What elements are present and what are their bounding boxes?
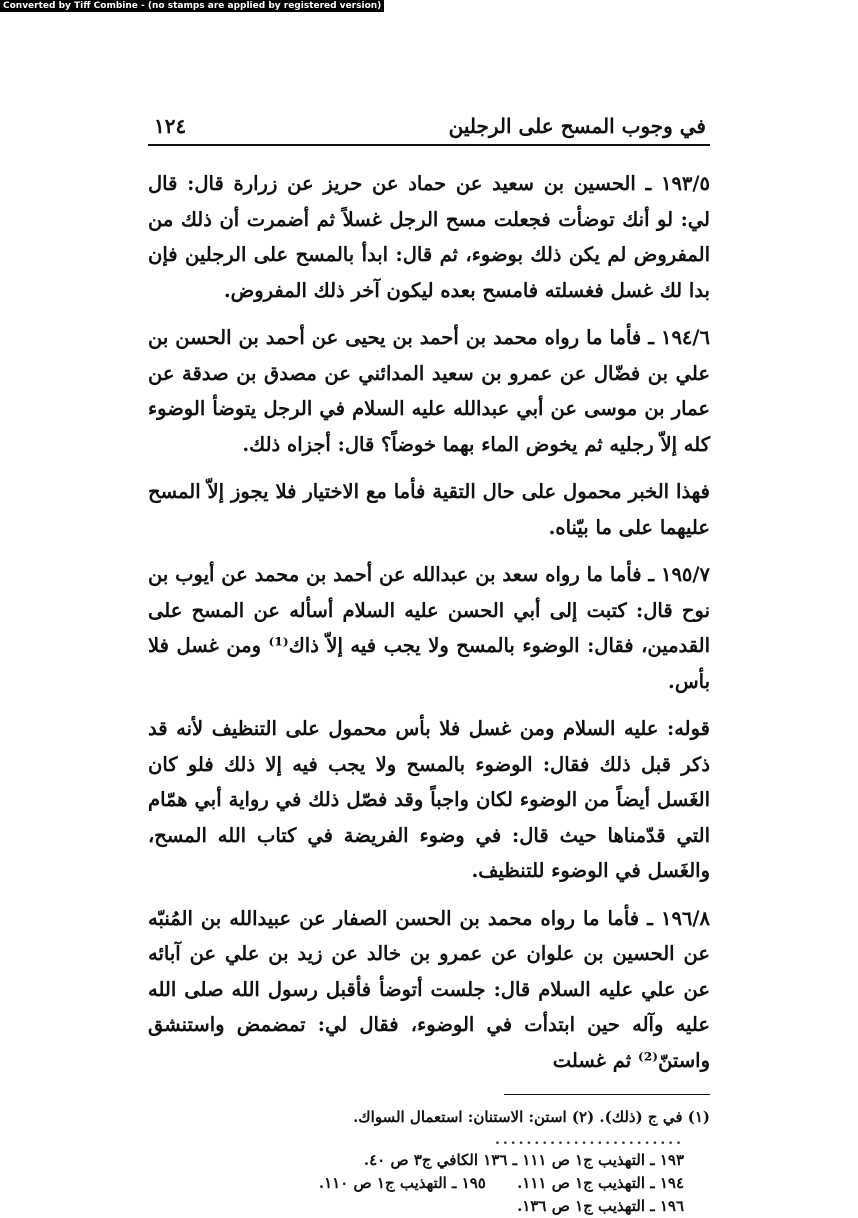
commentary-194: فهذا الخبر محمول على حال التقية فأما مع الاختيار فلا يجوز إلاّ المسح عليهما على ما بيّناه. xyxy=(148,480,710,539)
reference-196: ١٩٦ ـ التهذيب ج١ ص ١٣٦. xyxy=(517,1197,684,1215)
reference-row xyxy=(148,1172,684,1195)
page-header xyxy=(148,108,710,146)
reference-row xyxy=(148,1149,684,1172)
footnotes xyxy=(148,1105,710,1218)
page-body xyxy=(148,166,710,1078)
footnote-notes: (١) في ج (ذلك). (٢) استن: الاستنان: استعمال السواك. xyxy=(353,1108,710,1126)
hadith-196: ١٩٦/٨ ـ فأما ما رواه محمد بن الحسن الصفار عن عبيدالله بن المُنبّه عن الحسين بن علوان عن عمرو بن خالد عن زيد بن علي عن آبائه عن علي عليه السلام قال: جلست أتوضأ فأقبل رسول الله صلى الله عليه وآله حين ابتدأت في الوضوء، فقال لي: تمضمض واستنشق واستنّ⁽²⁾ ثم غسلت xyxy=(148,906,710,1072)
page-number: ١٢٤ xyxy=(154,114,187,138)
hadith-193: ١٩٣/٥ ـ الحسين بن سعيد عن حماد عن حريز عن زرارة قال: قال لي: لو أنك توضأت فجعلت مسح الرجل غسلاً ثم أضمرت أن ذلك من المفروض لم يكن ذلك بوضوء، ثم قال: ابدأ بالمسح على الرجلين فإن بدا لك غسل فغسلته فامسح بعده ليكون آخر ذلك المفروض. xyxy=(148,172,710,302)
reference-193: ١٩٣ ـ التهذيب ج١ ص ١١١ ـ ١٣٦ الكافي ج٣ ص ٤٠. xyxy=(363,1151,684,1169)
reference-row xyxy=(148,1195,684,1218)
footnote-separator: ........................ xyxy=(495,1132,684,1148)
hadith-194: ١٩٤/٦ ـ فأما ما رواه محمد بن أحمد بن يحيى عن أحمد بن الحسن بن علي بن فضّال عن عمرو بن سعيد المدائني عن مصدق بن صدقة عن عمار بن موسى عن أبي عبدالله عليه السلام في الرجل يتوضأ الوضوء كله إلاّ رجليه ثم يخوض الماء بهما خوضاً؟ قال: أجزاه ذلك. xyxy=(148,326,710,456)
hadith-195: ١٩٥/٧ ـ فأما ما رواه سعد بن عبدالله عن أحمد بن محمد عن أيوب بن نوح قال: كتبت إلى أبي الحسن عليه السلام أسأله عن المسح على القدمين، فقال: الوضوء بالمسح ولا يجب فيه إلاّ ذاك⁽¹⁾ ومن غسل فلا بأس. xyxy=(148,563,710,693)
converter-banner: Converted by Tiff Combine - (no stamps are applied by registered version) xyxy=(0,0,384,12)
reference-194: ١٩٤ ـ التهذيب ج١ ص ١١١. xyxy=(517,1174,684,1192)
reference-195: ١٩٥ ـ التهذيب ج١ ص ١١٠. xyxy=(318,1174,486,1192)
book-page xyxy=(148,108,710,1218)
running-title: في وجوب المسح على الرجلين xyxy=(448,114,706,138)
source-references xyxy=(148,1149,710,1218)
footnote-divider xyxy=(504,1094,710,1095)
commentary-195: قوله: عليه السلام ومن غسل فلا بأس محمول على التنظيف لأنه قد ذكر قبل ذلك فقال: الوضوء بالمسح ولا يجب فيه إلا ذلك فلو كان الغَسل أيضاً من الوضوء لكان واجباً وقد فصّل ذلك في رواية أبي همّام التي قدّمناها حيث قال: في وضوء الفريضة في كتاب الله المسح، والغَسل في الوضوء للتنظيف. xyxy=(148,717,710,882)
